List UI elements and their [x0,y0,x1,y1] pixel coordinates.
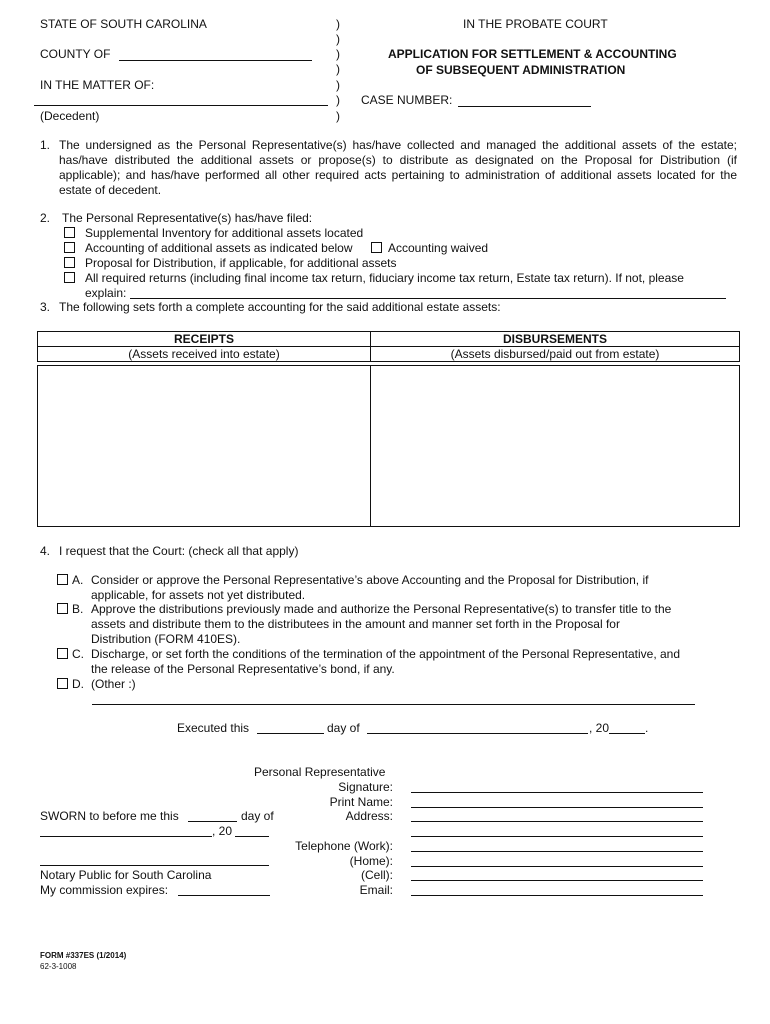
email-field[interactable] [411,895,703,896]
paren: ) [336,78,340,92]
option-d-text-line1: (Other :) [91,677,136,691]
print-name-field[interactable] [411,807,703,808]
option-b-text-line3: Distribution (FORM 410ES). [91,632,241,646]
signature-label: Signature: [338,780,393,794]
returns-checkbox[interactable] [64,272,75,283]
form-title-line1: APPLICATION FOR SETTLEMENT & ACCOUNTING [388,47,677,61]
executed-day-of-label: day of [327,721,360,735]
sworn-year-field[interactable] [235,836,269,837]
matter-label: IN THE MATTER OF: [40,78,155,92]
option-d-label: D. [72,677,84,691]
item3-text: The following sets forth a complete accounting for the said additional estate assets: [59,300,501,314]
option-a-text-line1: Consider or approve the Personal Representative’s above Accounting and the Proposal for Distribution, if [91,573,649,587]
executed-month-field[interactable] [367,733,588,734]
form-number: FORM #337ES (1/2014) [40,951,127,960]
option-c-text-line2: the release of the Personal Representative’s bond, if any. [91,662,395,676]
explain-field[interactable] [130,298,726,299]
option-c-label: C. [72,647,84,661]
executed-period: . [645,721,649,735]
sworn-day-field[interactable] [188,821,237,822]
paren: ) [336,47,340,61]
option-c-checkbox[interactable] [57,648,68,659]
telephone-cell-field[interactable] [411,880,703,881]
option-b-text-line2: assets and distribute them to the distributees in the amount and manner set forth in the Proposal for [91,617,620,631]
sworn-year-label: , 20 [212,824,233,838]
telephone-cell-label: (Cell): [361,868,393,882]
paren: ) [336,109,340,123]
telephone-work-label: Telephone (Work): [295,839,393,853]
address-field-1[interactable] [411,821,703,822]
executed-day-field[interactable] [257,733,324,734]
option-b-checkbox[interactable] [57,603,68,614]
executed-year-label: , 20 [589,721,610,735]
decedent-label: (Decedent) [40,109,100,123]
option-b-text-line1: Approve the distributions previously made and authorize the Personal Representative(s) to transfer title to the [91,602,672,616]
returns-label: All required returns (including final income tax return, fiduciary income tax return, Estate tax return). If not, please [85,271,684,285]
paren: ) [336,93,340,107]
case-number-field[interactable] [458,106,591,107]
commission-expires-field[interactable] [178,895,270,896]
county-field[interactable] [119,60,312,61]
telephone-home-label: (Home): [349,854,393,868]
option-a-text-line2: applicable, for assets not yet distributed. [91,588,306,602]
accounting-label: Accounting of additional assets as indicated below [85,241,353,255]
supplemental-inventory-label: Supplemental Inventory for additional assets located [85,226,364,240]
option-c-text-line1: Discharge, or set forth the conditions of the termination of the appointment of the Personal Representative, and [91,647,681,661]
option-a-checkbox[interactable] [57,574,68,585]
item4-number: 4. [40,544,51,558]
county-label: COUNTY OF [40,47,111,61]
telephone-work-field[interactable] [411,851,703,852]
item1-text: The undersigned as the Personal Representative(s) has/have collected and managed the additional assets of the estate; has/have distributed the additional assets or propose(s) to distribute as designated on the Proposal for Distribution (if applicable); and has/have performed all other required acts pertaining to administration of additional assets located for the estate of decedent. [59,138,737,197]
accounting-entry-area [37,365,740,527]
court-label: IN THE PROBATE COURT [463,17,608,31]
option-a-label: A. [72,573,84,587]
address-field-2[interactable] [411,836,703,837]
email-label: Email: [359,883,393,897]
address-label: Address: [345,809,393,823]
statute-code: 62-3-1008 [40,962,77,971]
item3-number: 3. [40,300,51,314]
accounting-checkbox[interactable] [64,242,75,253]
sworn-month-field[interactable] [40,836,212,837]
commission-expires-label: My commission expires: [40,883,169,897]
proposal-checkbox[interactable] [64,257,75,268]
item1-number: 1. [40,138,51,152]
executed-label: Executed this [177,721,250,735]
proposal-label: Proposal for Distribution, if applicable, for additional assets [85,256,397,270]
accounting-waived-label: Accounting waived [388,241,489,255]
receipts-subheader: (Assets received into estate) [38,347,371,362]
sworn-day-of-label: day of [241,809,274,823]
accounting-waived-checkbox[interactable] [371,242,382,253]
paren: ) [336,62,340,76]
option-b-label: B. [72,602,84,616]
item2-number: 2. [40,211,51,225]
disbursements-header: DISBURSEMENTS [371,332,740,347]
option-d-checkbox[interactable] [57,678,68,689]
executed-year-field[interactable] [609,733,645,734]
print-name-label: Print Name: [329,795,393,809]
telephone-home-field[interactable] [411,866,703,867]
case-number-label: CASE NUMBER: [361,93,453,107]
sworn-label: SWORN to before me this [40,809,179,823]
notary-label: Notary Public for South Carolina [40,868,212,882]
notary-signature-field[interactable] [40,865,269,866]
decedent-name-field[interactable] [34,105,328,106]
disbursements-subheader: (Assets disbursed/paid out from estate) [371,347,740,362]
accounting-table [37,331,740,362]
other-field[interactable] [92,704,695,705]
receipts-header: RECEIPTS [38,332,371,347]
explain-label: explain: [85,286,127,300]
paren: ) [336,32,340,46]
receipts-entry-field[interactable] [38,366,370,526]
state-label: STATE OF SOUTH CAROLINA [40,17,207,31]
item2-intro: The Personal Representative(s) has/have filed: [62,211,313,225]
disbursements-entry-field[interactable] [371,366,739,526]
item4-intro: I request that the Court: (check all that apply) [59,544,299,558]
supplemental-inventory-checkbox[interactable] [64,227,75,238]
pr-heading: Personal Representative [254,765,386,779]
form-title-line2: OF SUBSEQUENT ADMINISTRATION [416,63,626,77]
signature-field[interactable] [411,792,703,793]
paren: ) [336,17,340,31]
